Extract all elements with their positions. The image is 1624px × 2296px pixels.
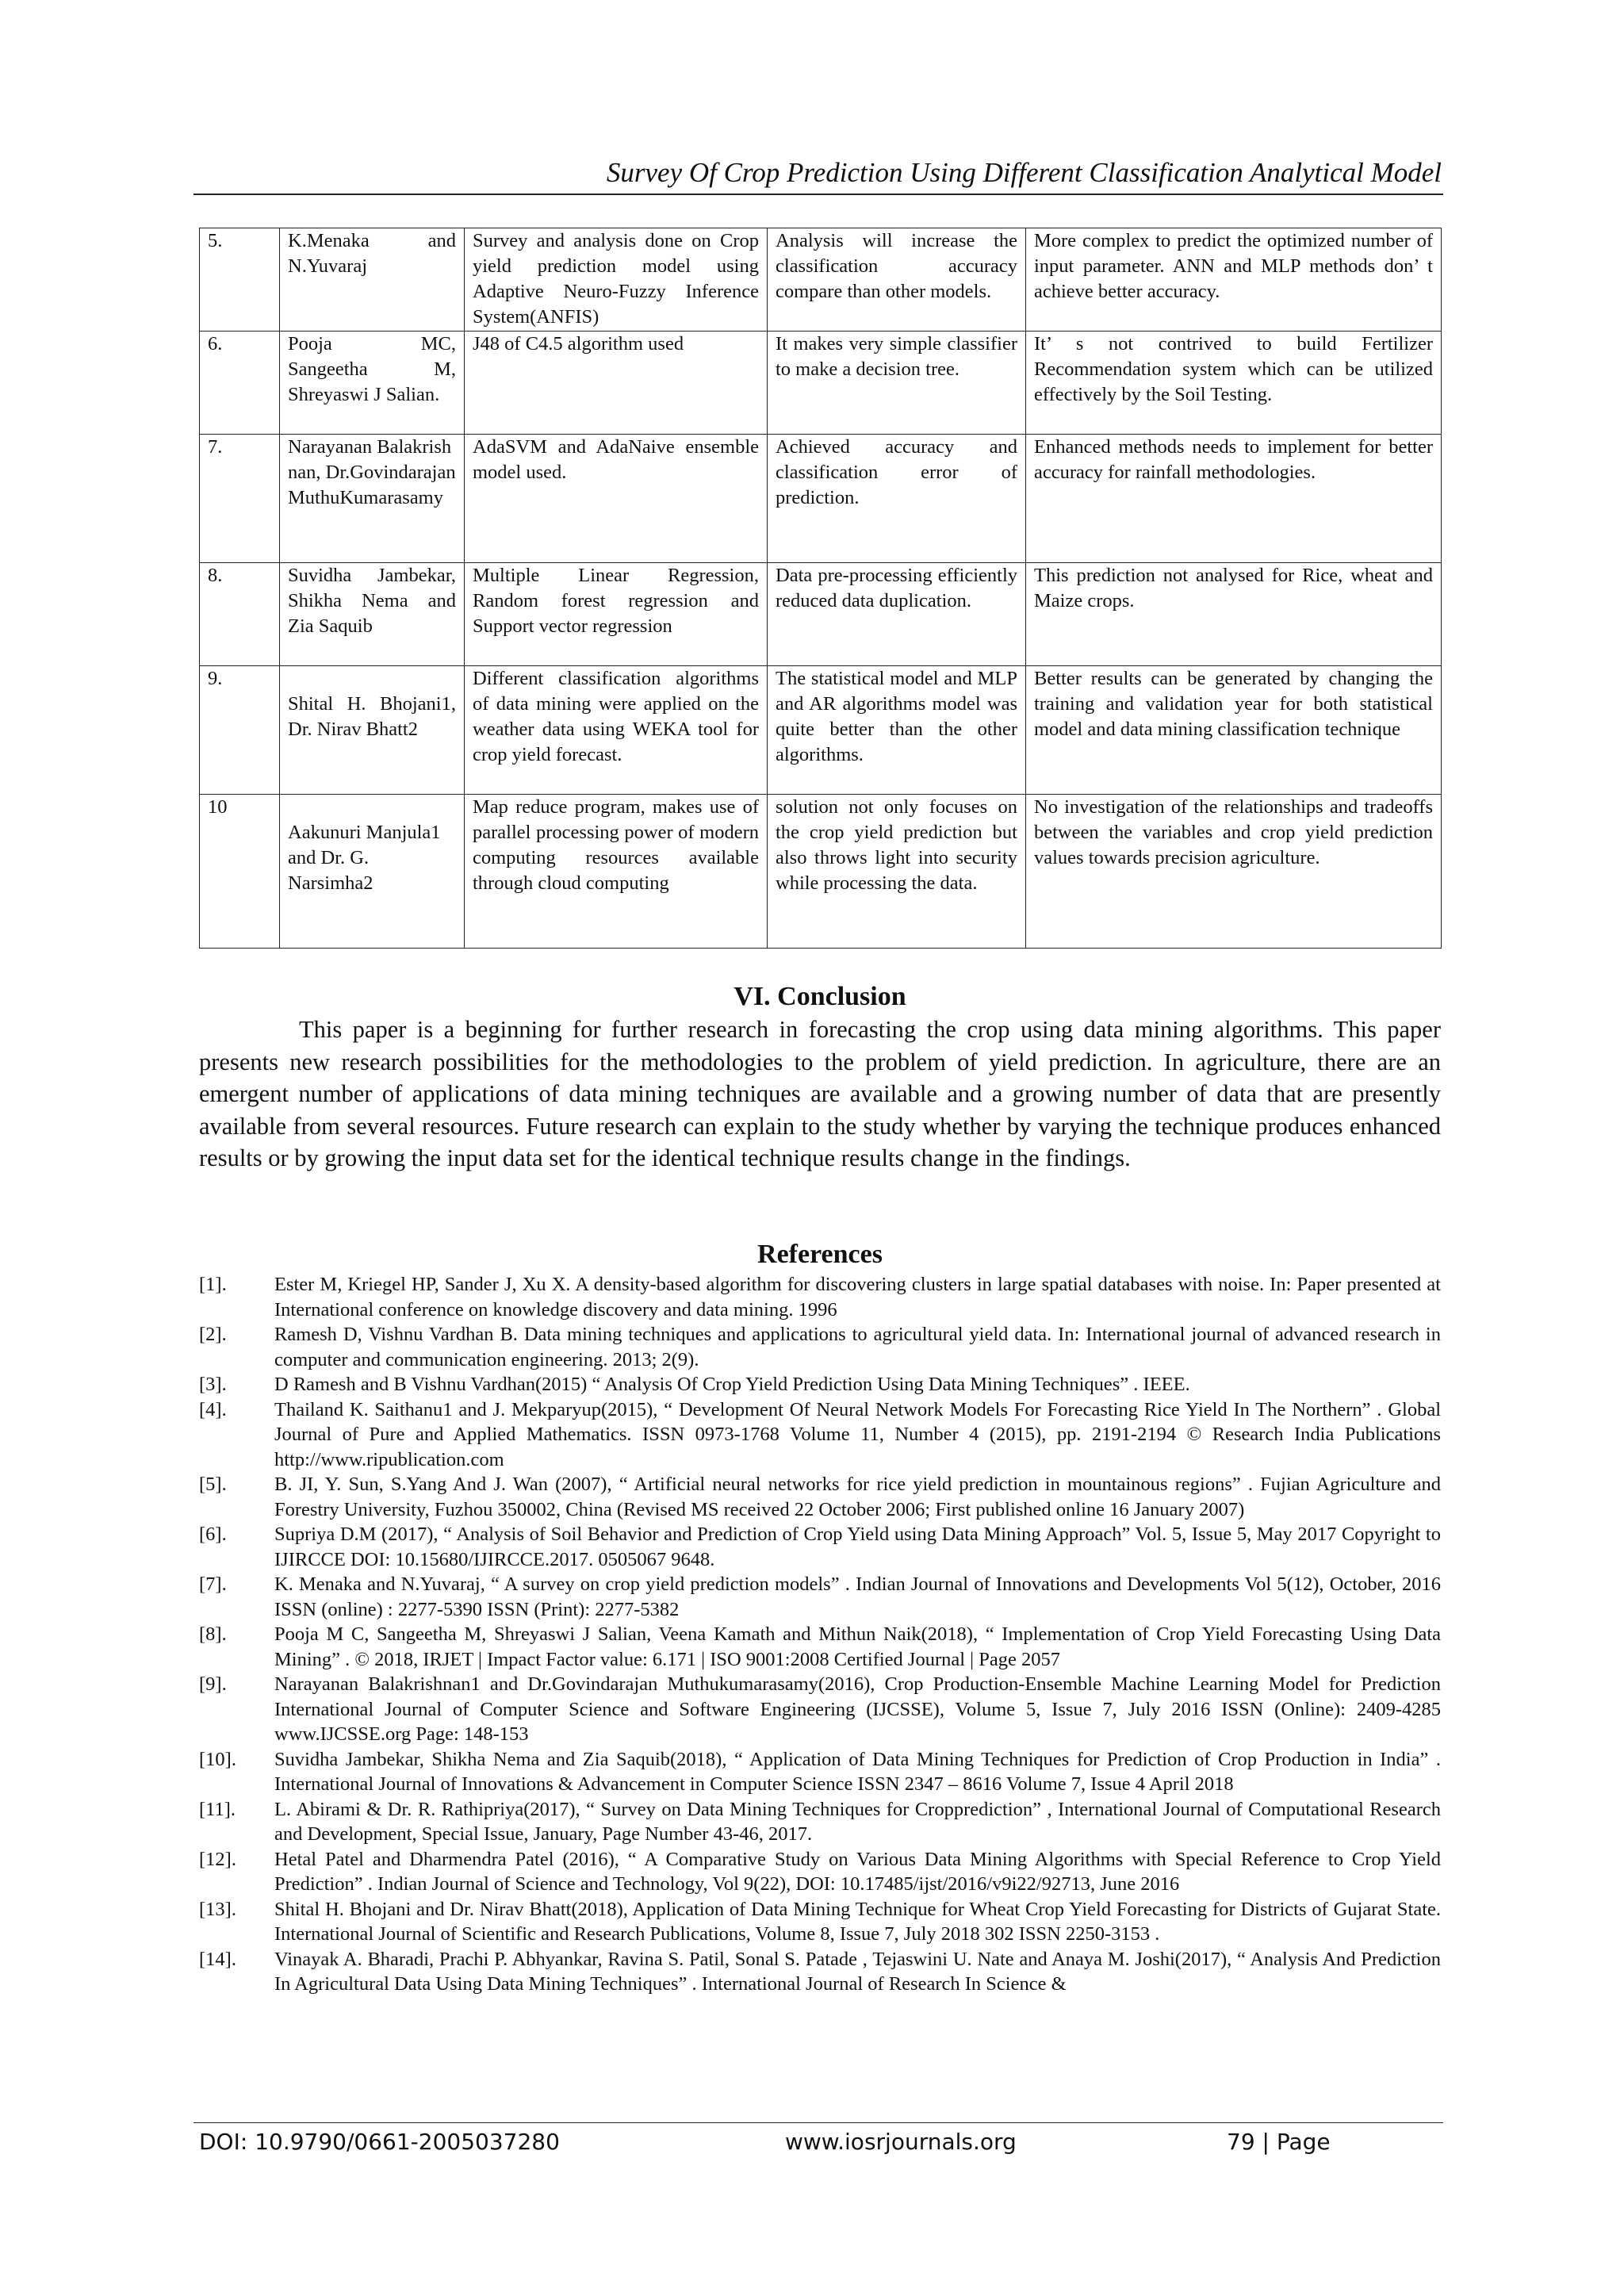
row-number: 10: [200, 795, 280, 949]
reference-text: Ramesh D, Vishnu Vardhan B. Data mining techniques and applications to agricultural yield data. In: International journal of advanced research in computer and communication engineering. 2013; 2(9).: [274, 1324, 1441, 1370]
conclusion-heading: VI. Conclusion: [733, 982, 906, 1011]
row-authors-text: Aakunuri Manjula1 and Dr. G. Narsimha2: [288, 822, 441, 894]
row-gap: Enhanced methods needs to implement for better accuracy for rainfall methodologies.: [1026, 435, 1442, 563]
reference-text: Supriya D.M (2017), “ Analysis of Soil Behavior and Prediction of Crop Yield using Data Mining Approach” Vol. 5, Issue 5, May 2017 Copyright to IJIRCCE DOI: 10.15680/IJIRCCE.2017. 0505067 9648.: [274, 1524, 1441, 1570]
reference-item: [199, 1272, 1441, 1322]
row-result: Data pre-processing efficiently reduced data duplication.: [768, 563, 1026, 666]
row-authors: [280, 666, 465, 795]
conclusion-text: This paper is a beginning for further research in forecasting the crop using data mining algorithms. This paper presents new research possibilities for the methodologies to the problem of yield prediction. In agriculture, there are an emergent number of applications of data mining techniques are available and a growing number of data that are presently available from several resources. Future research can explain to the study whether by varying the technique produces enhanced results or by growing the input data set for the identical technique results change in the findings.: [199, 1016, 1441, 1171]
row-method: Multiple Linear Regression, Random forest regression and Support vector regression: [465, 563, 768, 666]
row-authors-text: Shital H. Bhojani1, Dr. Nirav Bhatt2: [288, 693, 456, 740]
reference-text: L. Abirami & Dr. R. Rathipriya(2017), “ Survey on Data Mining Techniques for Cropprediction” , International Journal of Computational Research and Development, Special Issue, January, Page Number 43-46, 2017.: [274, 1798, 1441, 1845]
reference-number: [4].: [199, 1398, 227, 1420]
reference-number: [11].: [199, 1798, 236, 1820]
reference-number: [5].: [199, 1474, 227, 1495]
row-gap: This prediction not analysed for Rice, wheat and Maize crops.: [1026, 563, 1442, 666]
row-number: 8.: [200, 563, 280, 666]
row-result: solution not only focuses on the crop yield prediction but also throws light into security while processing the data.: [768, 795, 1026, 949]
table-row: [200, 563, 1442, 666]
footer-site: www.iosrjournals.org: [785, 2129, 1017, 2155]
reference-item: [199, 1797, 1441, 1847]
row-number: 6.: [200, 332, 280, 435]
table-row: [200, 795, 1442, 949]
row-method: Map reduce program, makes use of parallel processing power of modern computing resources available through cloud computing: [465, 795, 768, 949]
reference-number: [9].: [199, 1673, 227, 1695]
row-authors: Pooja MC, Sangeetha M, Shreyaswi J Salian.: [280, 332, 465, 435]
reference-number: [10].: [199, 1748, 236, 1770]
references-heading: References: [757, 1240, 883, 1269]
row-method: AdaSVM and AdaNaive ensemble model used.: [465, 435, 768, 563]
reference-number: [6].: [199, 1524, 227, 1545]
reference-text: Hetal Patel and Dharmendra Patel (2016), “ A Comparative Study on Various Data Mining Algorithms with Special Reference to Crop Yield Prediction” . Indian Journal of Science and Technology, Vol 9(22), DOI: 10.17485/ijst/2016/v9i22/92713, June 2016: [274, 1848, 1441, 1895]
reference-item: [199, 1322, 1441, 1372]
reference-number: [2].: [199, 1324, 227, 1345]
row-gap: It’ s not contrived to build Fertilizer Recommendation system which can be utilized effectively by the Soil Testing.: [1026, 332, 1442, 435]
header-rule: [193, 194, 1443, 195]
row-result: Achieved accuracy and classification error of prediction.: [768, 435, 1026, 563]
row-number: 7.: [200, 435, 280, 563]
row-number: 9.: [200, 666, 280, 795]
row-result: Analysis will increase the classification accuracy compare than other models.: [768, 228, 1026, 332]
conclusion-paragraph: [199, 1014, 1441, 1175]
row-gap: More complex to predict the optimized number of input parameter. ANN and MLP methods don’ t achieve better accuracy.: [1026, 228, 1442, 332]
table-row: [200, 435, 1442, 563]
reference-item: [199, 1372, 1441, 1397]
reference-text: Ester M, Kriegel HP, Sander J, Xu X. A density-based algorithm for discovering clusters in large spatial databases with noise. In: Paper presented at International conference on knowledge discovery and data mining. 1996: [274, 1274, 1441, 1320]
reference-item: [199, 1522, 1441, 1572]
reference-number: [7].: [199, 1573, 227, 1595]
reference-text: K. Menaka and N.Yuvaraj, “ A survey on crop yield prediction models” . Indian Journal of Innovations and Developments Vol 5(12), October, 2016 ISSN (online) : 2277-5390 ISSN (Print): 2277-5382: [274, 1573, 1441, 1620]
reference-number: [13].: [199, 1898, 236, 1920]
reference-item: [199, 1572, 1441, 1622]
row-gap: No investigation of the relationships and tradeoffs between the variables and crop yield prediction values towards precision agriculture.: [1026, 795, 1442, 949]
row-number: 5.: [200, 228, 280, 332]
row-authors: [280, 795, 465, 949]
reference-item: [199, 1947, 1441, 1997]
row-authors: Narayanan Balakrishnan, Dr.Govindarajan MuthuKumarasamy: [280, 435, 465, 563]
reference-number: [1].: [199, 1274, 227, 1295]
row-method: Different classification algorithms of data mining were applied on the weather data using WEKA tool for crop yield forecast.: [465, 666, 768, 795]
reference-text: Suvidha Jambekar, Shikha Nema and Zia Saquib(2018), “ Application of Data Mining Techniques for Prediction of Crop Production in India” . International Journal of Innovations & Advancement in Computer Science ISSN 2347 – 8616 Volume 7, Issue 4 April 2018: [274, 1748, 1441, 1795]
reference-text: B. JI, Y. Sun, S.Yang And J. Wan (2007), “ Artificial neural networks for rice yield prediction in mountainous regions” . Fujian Agriculture and Forestry University, Fuzhou 350002, China (Revised MS received 22 October 2006; First published online 16 January 2007): [274, 1474, 1441, 1520]
reference-text: Shital H. Bhojani and Dr. Nirav Bhatt(2018), Application of Data Mining Technique for Wheat Crop Yield Forecasting for Districts of Gujarat State. International Journal of Scientific and Research Publications, Volume 8, Issue 7, July 2018 302 ISSN 2250-3153 .: [274, 1898, 1441, 1945]
table-row: [200, 666, 1442, 795]
footer-rule: [193, 2122, 1443, 2123]
reference-item: [199, 1672, 1441, 1747]
reference-text: Vinayak A. Bharadi, Prachi P. Abhyankar, Ravina S. Patil, Sonal S. Patade , Tejaswini U. Nate and Anaya M. Joshi(2017), “ Analysis And Prediction In Agricultural Data Using Data Mining Techniques” . International Journal of Research In Science &: [274, 1948, 1441, 1995]
table-row: [200, 228, 1442, 332]
reference-number: [14].: [199, 1948, 236, 1970]
reference-item: [199, 1897, 1441, 1947]
footer-page-number: 79 | Page: [1227, 2129, 1331, 2155]
reference-text: Pooja M C, Sangeetha M, Shreyaswi J Salian, Veena Kamath and Mithun Naik(2018), “ Implementation of Crop Yield Forecasting Using Data Mining” . © 2018, IRJET | Impact Factor value: 6.171 | ISO 9001:2008 Certified Journal | Page 2057: [274, 1623, 1441, 1670]
row-authors: K.Menaka and N.Yuvaraj: [280, 228, 465, 332]
reference-text: D Ramesh and B Vishnu Vardhan(2015) “ Analysis Of Crop Yield Prediction Using Data Mining Techniques” . IEEE.: [274, 1374, 1190, 1395]
reference-item: [199, 1472, 1441, 1522]
footer-doi: DOI: 10.9790/0661-2005037280: [199, 2129, 560, 2155]
row-result: The statistical model and MLP and AR algorithms model was quite better than the other algorithms.: [768, 666, 1026, 795]
reference-text: Thailand K. Saithanu1 and J. Mekparyup(2015), “ Development Of Neural Network Models For Forecasting Rice Yield In The Northern” . Global Journal of Pure and Applied Mathematics. ISSN 0973-1768 Volume 11, Number 4 (2015), pp. 2191-2194 © Research India Publications http://www.ripublication.com: [274, 1398, 1441, 1470]
reference-number: [12].: [199, 1848, 236, 1870]
row-method: Survey and analysis done on Crop yield prediction model using Adaptive Neuro-Fuzzy Inference System(ANFIS): [465, 228, 768, 332]
reference-number: [8].: [199, 1623, 227, 1645]
row-gap: Better results can be generated by changing the training and validation year for both statistical model and data mining classification technique: [1026, 666, 1442, 795]
reference-item: [199, 1622, 1441, 1672]
reference-item: [199, 1747, 1441, 1797]
table-row: [200, 332, 1442, 435]
row-method: J48 of C4.5 algorithm used: [465, 332, 768, 435]
reference-item: [199, 1397, 1441, 1473]
survey-table: [199, 228, 1442, 949]
reference-list: [199, 1272, 1441, 1997]
reference-item: [199, 1847, 1441, 1897]
row-authors: Suvidha Jambekar, Shikha Nema and Zia Saquib: [280, 563, 465, 666]
running-title: Survey Of Crop Prediction Using Different Classification Analytical Model: [606, 157, 1442, 188]
row-result: It makes very simple classifier to make a decision tree.: [768, 332, 1026, 435]
reference-number: [3].: [199, 1374, 227, 1395]
reference-text: Narayanan Balakrishnan1 and Dr.Govindarajan Muthukumarasamy(2016), Crop Production-Ensemble Machine Learning Model for Prediction International Journal of Computer Science and Software Engineering (IJCSSE), Volume 5, Issue 7, July 2016 ISSN (Online): 2409-4285 www.IJCSSE.org Page: 148-153: [274, 1673, 1441, 1745]
